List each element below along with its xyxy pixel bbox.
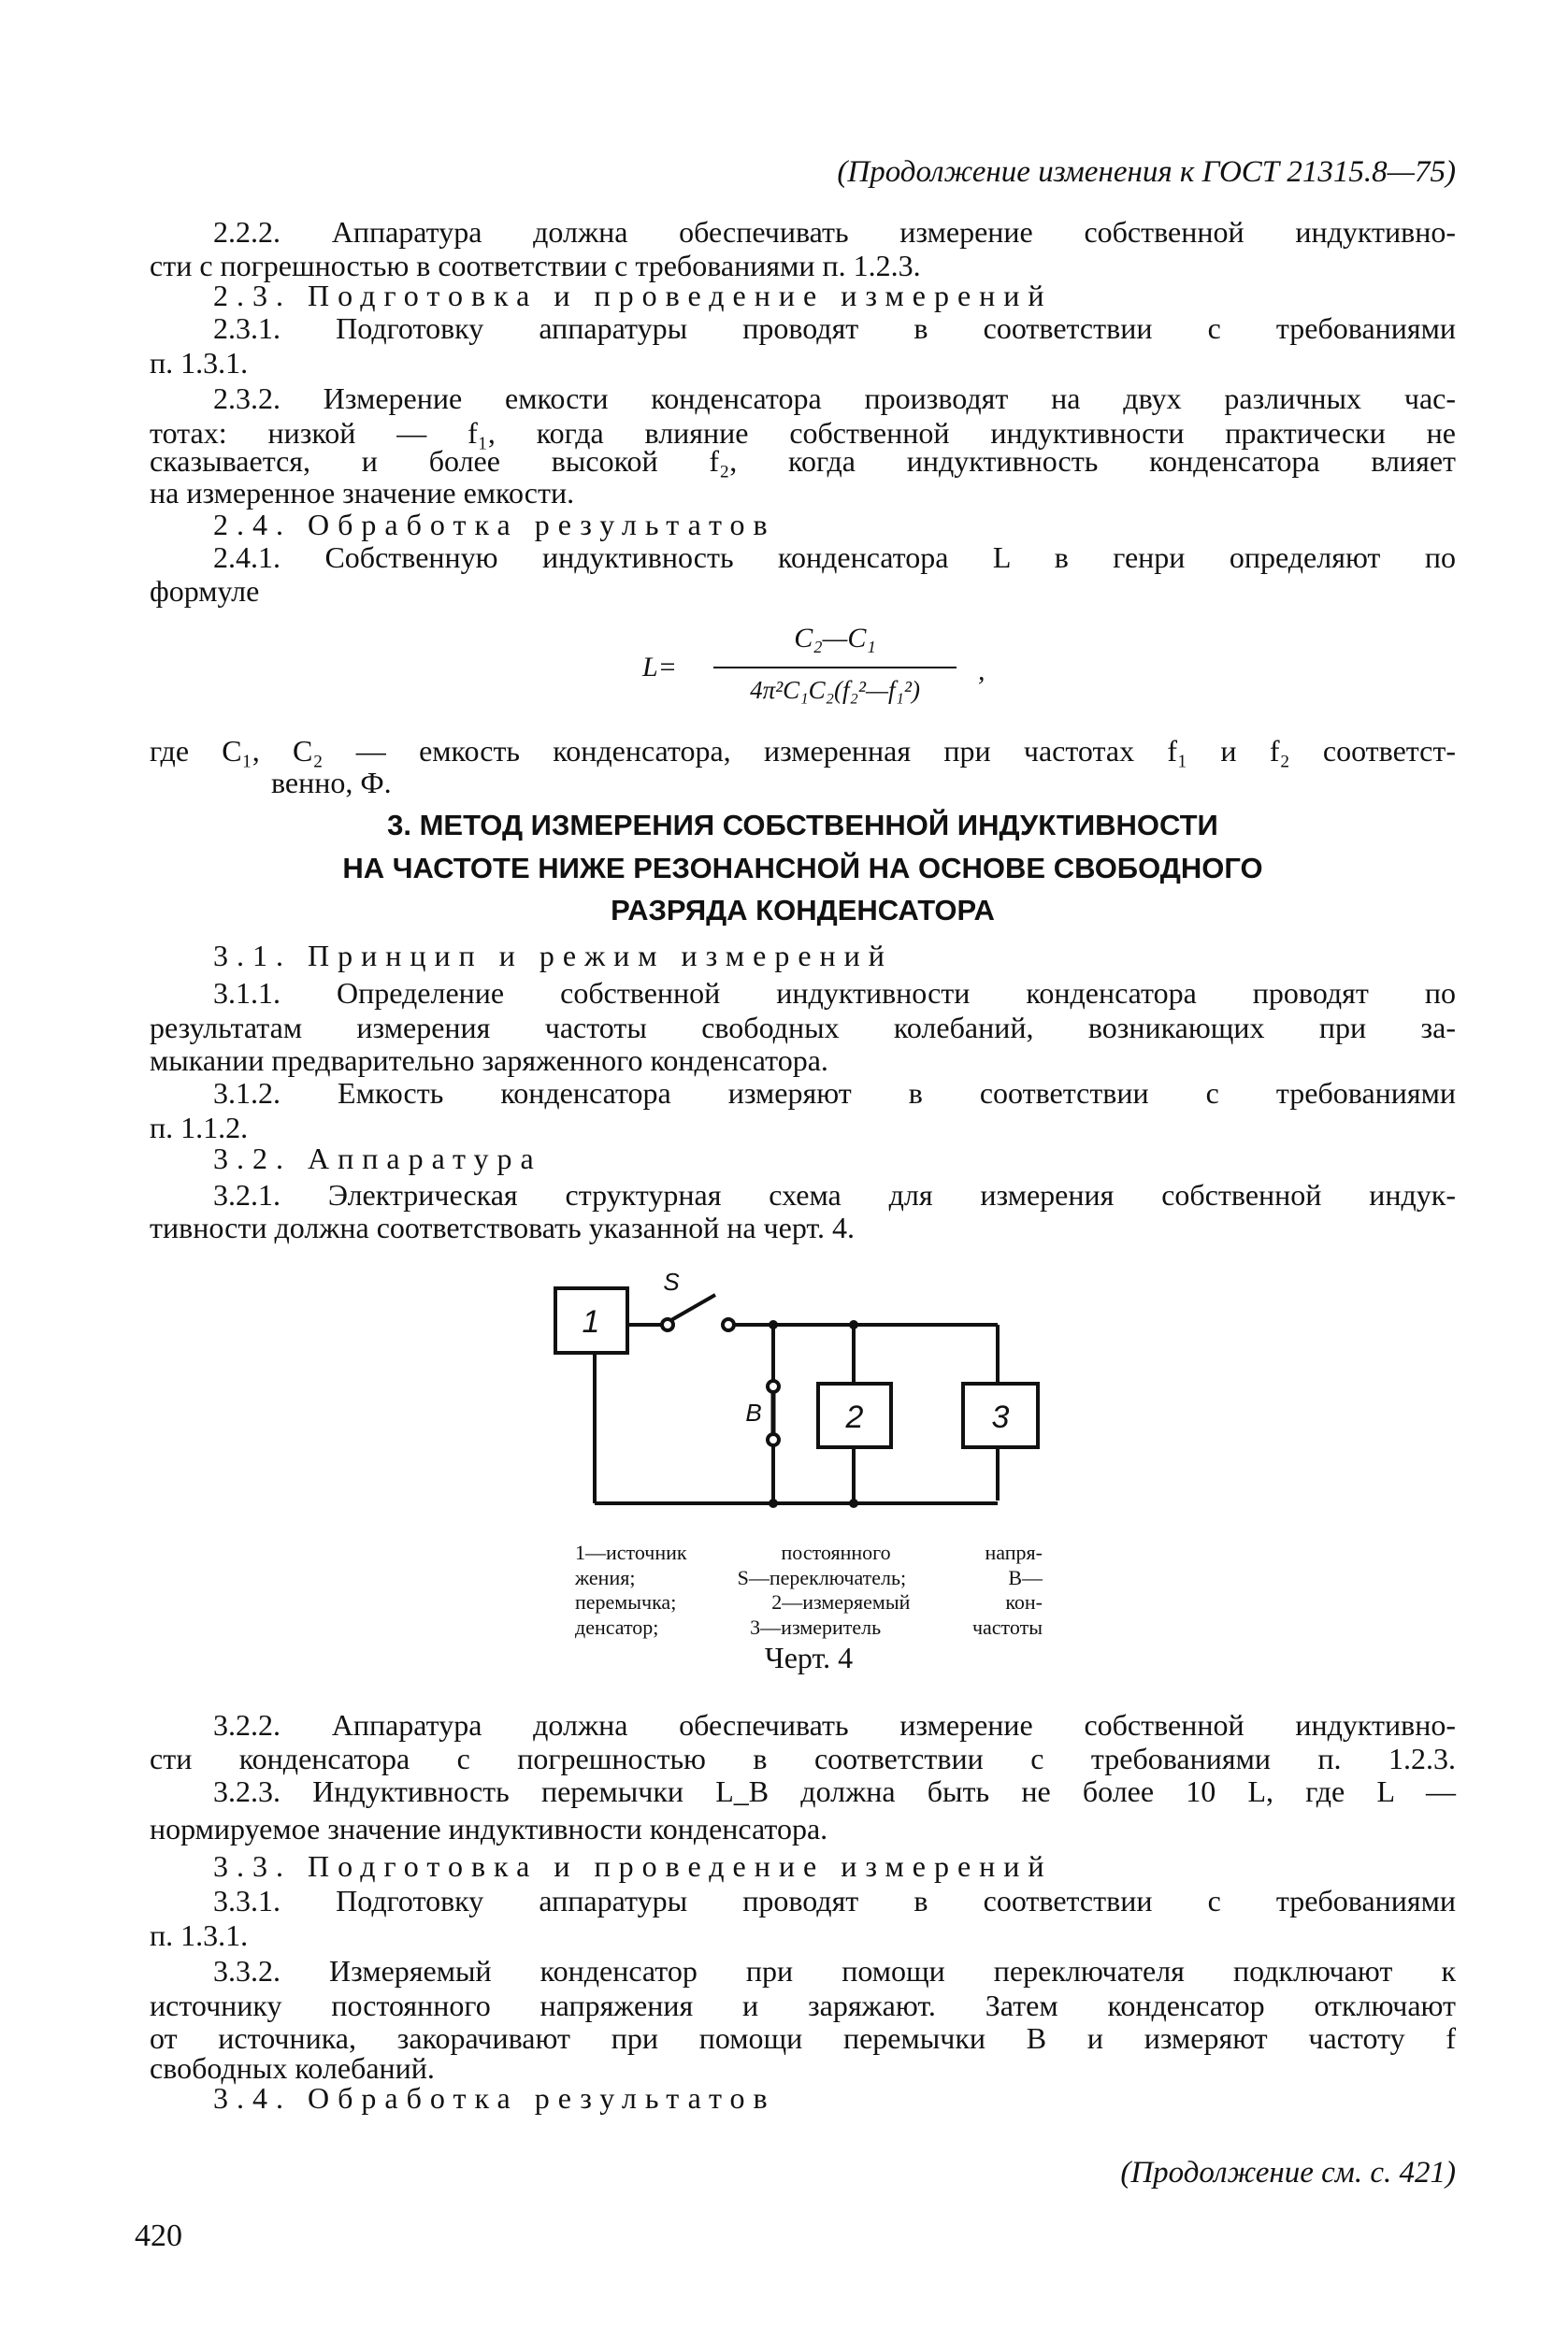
text-line: 2.4.1. Собственную индуктивность конденсатора L в генри определяют по: [213, 540, 1456, 574]
figure-caption-line: 1—источник постоянного напря-: [575, 1541, 1043, 1564]
text-line: тивности должна соответствовать указанной на черт. 4.: [150, 1211, 855, 1244]
text-line: п. 1.1.2.: [150, 1111, 249, 1144]
text-line: 3.2.2. Аппаратура должна обеспечивать измерение собственной индуктивно-: [213, 1708, 1456, 1742]
figure-caption-line: перемычка; 2—измеряемый кон-: [575, 1590, 1043, 1614]
text-line: от источника, закорачивают при помощи перемычки B и измеряют частоту f: [150, 2021, 1456, 2055]
text-line: 3.1.2. Емкость конденсатора измеряют в соответствии с требованиями: [213, 1076, 1456, 1110]
jumper-contact: [768, 1381, 779, 1392]
text-line: мыкании предварительно заряженного конденсатора.: [150, 1043, 828, 1077]
text-line: 3.3.1. Подготовку аппаратуры проводят в соответствии с требованиями: [213, 1884, 1456, 1917]
formula-denominator: 4π²C₁C₂(f₂²—f₁²): [750, 676, 920, 704]
text-line: п. 1.3.1.: [150, 346, 249, 380]
subsection-heading: 2.4. Обработка результатов: [213, 508, 776, 541]
text-line: 2.3.2. Измерение емкости конденсатора производят на двух различных час-: [213, 381, 1456, 415]
text-line: формуле: [150, 574, 260, 608]
running-header: (Продолжение изменения к ГОСТ 21315.8—75): [837, 155, 1456, 189]
text-line: сти с погрешностью в соответствии с требованиями п. 1.2.3.: [150, 249, 921, 282]
text-line: свободных колебаний.: [150, 2051, 435, 2085]
text-line: результатам измерения частоты свободных колебаний, возникающих при за-: [150, 1011, 1456, 1044]
text-line: где C₁, C₂ — емкость конденсатора, измеренная при частотах f₁ и f₂ соответст-: [150, 734, 1456, 768]
text-line: сказывается, и более высокой f₂, когда индуктивность конденсатора влияет: [150, 444, 1456, 478]
subsection-heading: 3.3. Подготовка и проведение измерений: [213, 1849, 1053, 1883]
subsection-heading: 3.4. Обработка результатов: [213, 2081, 776, 2115]
page-number: 420: [135, 2219, 182, 2253]
section-heading: РАЗРЯДА КОНДЕНСАТОРА: [611, 894, 995, 926]
subsection-heading: 3.2. Аппаратура: [213, 1142, 542, 1175]
text-line: 3.1.1. Определение собственной индуктивности конденсатора проводят по: [213, 976, 1456, 1010]
formula-lhs: L=: [642, 652, 677, 682]
text-line: 2.2.2. Аппаратура должна обеспечивать измерение собственной индуктивно-: [213, 215, 1456, 249]
section-heading: 3. МЕТОД ИЗМЕРЕНИЯ СОБСТВЕННОЙ ИНДУКТИВНОСТИ: [387, 809, 1218, 841]
switch-label: S: [663, 1268, 680, 1296]
box-1-label: 1: [582, 1304, 600, 1340]
figure-caption-line: жения; S—переключатель; B—: [575, 1566, 1043, 1589]
jumper-label: B: [745, 1399, 762, 1427]
subsection-heading: 2.3. Подготовка и проведение измерений: [213, 279, 1053, 312]
section-heading: НА ЧАСТОТЕ НИЖЕ РЕЗОНАНСНОЙ НА ОСНОВЕ СВОБОДНОГО: [342, 852, 1263, 884]
text-line: 2.3.1. Подготовку аппаратуры проводят в соответствии с требованиями: [213, 311, 1456, 345]
continuation-note: (Продолжение см. с. 421): [1120, 2156, 1456, 2190]
text-line: 3.3.2. Измеряемый конденсатор при помощи переключателя подключают к: [213, 1954, 1456, 1988]
text-line: сти конденсатора с погрешностью в соответствии с требованиями п. 1.2.3.: [150, 1742, 1456, 1775]
text-line: нормируемое значение индуктивности конденсатора.: [150, 1812, 828, 1846]
text-line: 3.2.1. Электрическая структурная схема для измерения собственной индук-: [213, 1178, 1456, 1212]
text-line: на измеренное значение емкости.: [150, 476, 575, 510]
figure-title: Черт. 4: [764, 1641, 854, 1674]
formula-numerator: C₂—C₁: [794, 623, 876, 653]
subsection-heading: 3.1. Принцип и режим измерений: [213, 939, 893, 972]
text-line: 3.2.3. Индуктивность перемычки L_B должна быть не более 10 L, где L —: [213, 1774, 1456, 1808]
box-2-label: 2: [845, 1400, 864, 1435]
text-line: п. 1.3.1.: [150, 1918, 249, 1952]
switch-blade: [671, 1295, 715, 1320]
text-line: венно, Ф.: [271, 766, 392, 799]
box-3-label: 3: [991, 1400, 1010, 1435]
switch-contact: [723, 1319, 734, 1330]
text-line: источнику постоянного напряжения и заряжают. Затем конденсатор отключают: [150, 1989, 1456, 2022]
figure-caption-line: денсатор; 3—измеритель частоты: [575, 1616, 1043, 1639]
formula-comma: ,: [978, 655, 985, 686]
jumper-contact: [768, 1434, 779, 1445]
switch-contact: [662, 1319, 673, 1330]
text-line: тотах: низкой — f₁, когда влияние собственной индуктивности практически не: [150, 416, 1456, 450]
